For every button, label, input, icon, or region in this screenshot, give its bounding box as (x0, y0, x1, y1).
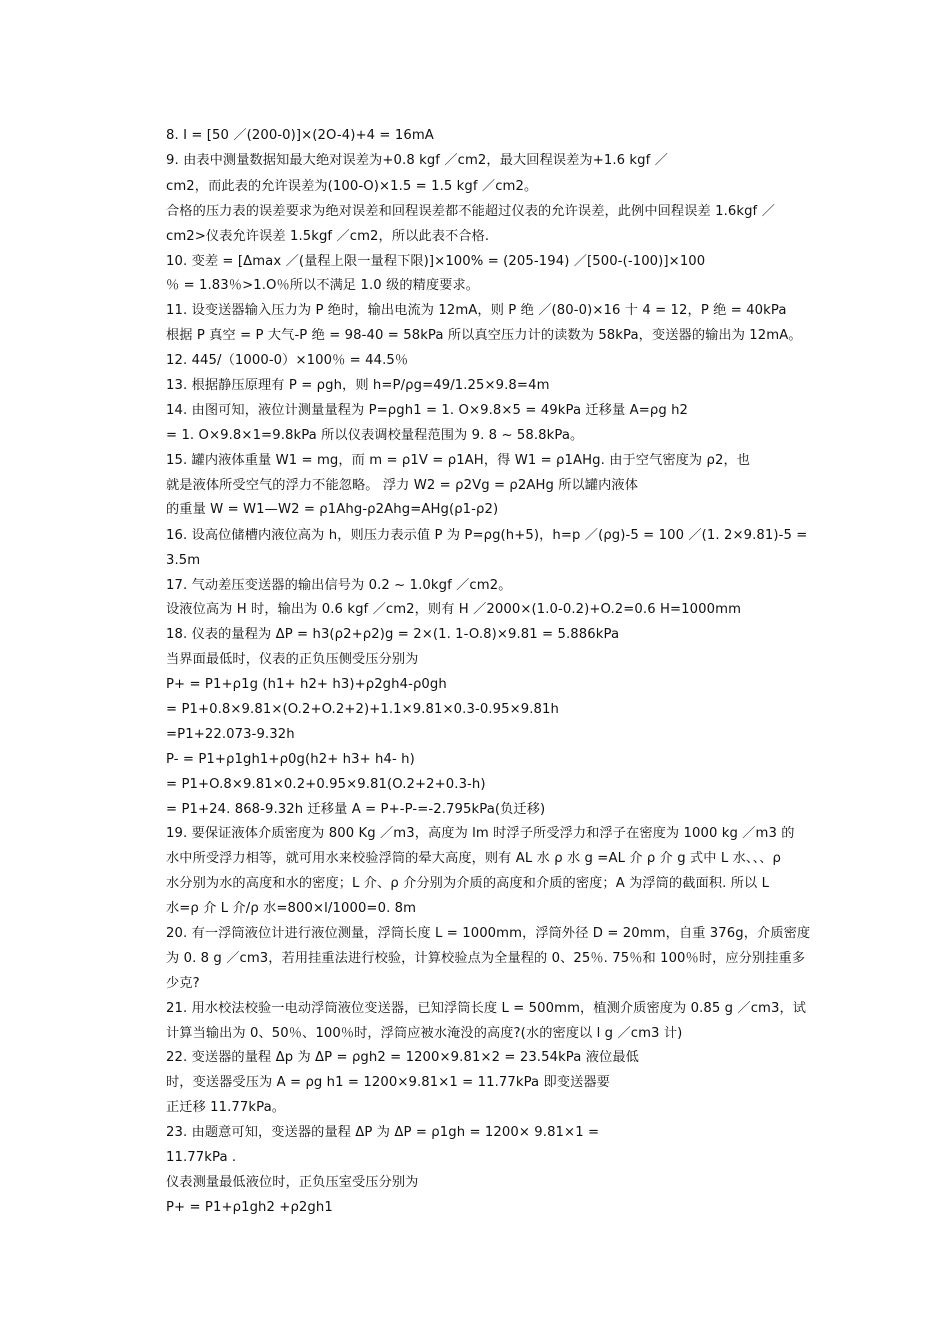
answer-9-line-1: 9. 由表中测量数据知最大绝对误差为+0.8 kgf ／cm2，最大回程误差为+1.6 kgf ／ (166, 153, 668, 168)
answer-22-line-2: 时，变送器受压为 A = ρg h1 = 1200×9.81×1 = 11.77kPa 即变送器要 (166, 1075, 610, 1090)
answer-16-line-1: 16. 设高位储槽内液位高为 h，则压力表示值 P 为 P=ρg(h+5)，h=p ／(ρg)-5 = 100 ／(1. 2×9.81)-5 = (166, 528, 808, 543)
answer-14-line-2: = 1. O×9.8×1=9.8kPa 所以仪表调校量程范围为 9. 8 ~ 58.8kPa。 (166, 428, 584, 443)
answer-12: 12. 445/（1000-0）×100％ = 44.5％ (166, 353, 409, 368)
answer-10-line-2: ％ = 1.83％>1.O％所以不满足 1.0 级的精度要求。 (166, 278, 480, 293)
answer-9-line-2: cm2，而此表的允许误差为(100-O)×1.5 = 1.5 kgf ／cm2。 (166, 179, 538, 194)
answer-18-line-7: = P1+O.8×9.81×0.2+0.95×9.81(O.2+2+0.3-h) (166, 777, 486, 792)
answer-19-line-4: 水=ρ 介 L 介/ρ 水=800×l/1000=0. 8m (166, 901, 417, 916)
question-21-line-1: 21. 用水校法校验一电动浮筒液位变送器，已知浮筒长度 L = 500mm，植测介质密度为 0.85 g ／cm3，试 (166, 1001, 807, 1016)
answer-18-line-1: 18. 仪表的量程为 ΔP = h3(ρ2+ρ2)g = 2×(1. 1-O.8)×9.81 = 5.886kPa (166, 627, 620, 642)
answer-15-line-1: 15. 罐内液体重量 W1 = mg，而 m = ρ1V = ρ1AH，得 W1 = ρ1AHg. 由于空气密度为 ρ2，也 (166, 453, 751, 468)
question-20-line-2: 为 0. 8 g ／cm3，若用挂重法进行校验，计算校验点为全量程的 0、25％. 75％和 100％时，应分别挂重多 (166, 951, 806, 966)
answer-18-line-4: = P1+0.8×9.81×(O.2+O.2+2)+1.1×9.81×0.3-0.95×9.81h (166, 702, 559, 717)
answer-23-line-2: 11.77kPa . (166, 1150, 237, 1165)
answer-23-line-4: P+ = P1+ρ1gh2 +ρ2gh1 (166, 1200, 333, 1215)
answer-18-line-2: 当界面最低时，仪表的正负压侧受压分别为 (166, 652, 419, 667)
answer-19-line-3: 水分别为水的高度和水的密度；L 介、ρ 介分别为介质的高度和介质的密度；A 为浮筒的截面积. 所以 L (166, 876, 770, 891)
answer-23-line-1: 23. 由题意可知，变送器的量程 ΔP 为 ΔP = ρ1gh = 1200× 9.81×1 = (166, 1125, 600, 1140)
answer-8: 8. I = [50 ／(200-0)]×(2O-4)+4 = 16mA (166, 128, 434, 143)
answer-17-line-1: 17. 气动差压变送器的输出信号为 0.2 ~ 1.0kgf ／cm2。 (166, 578, 512, 593)
answer-9-line-3: 合格的压力表的误差要求为绝对误差和回程误差都不能超过仪表的允许误差，此例中回程误差 1.6kgf ／ (166, 204, 775, 219)
answer-19-line-1: 19. 要保证液体介质密度为 800 Kg ／m3，高度为 lm 时浮子所受浮力和浮子在密度为 1000 kg ／m3 的 (166, 826, 795, 841)
answer-19-line-2: 水中所受浮力相等，就可用水来校验浮筒的晕大高度，则有 AL 水 ρ 水 g =AL 介 ρ 介 g 式中 L 水、、、ρ (166, 851, 782, 866)
answer-18-line-8: = P1+24. 868-9.32h 迁移量 A = P+-P-=-2.795kPa(负迁移) (166, 802, 546, 817)
answer-18-line-3: P+ = P1+ρ1g (h1+ h2+ h3)+ρ2gh4-ρ0gh (166, 677, 447, 692)
answer-11-line-1: 11. 设变送器输入压力为 P 绝时，输出电流为 12mA，则 P 绝 ／(80-0)×16 十 4 = 12，P 绝 = 40kPa (166, 303, 787, 318)
answer-22-line-1: 22. 变送器的量程 Δp 为 ΔP = ρgh2 = 1200×9.81×2 = 23.54kPa 液位最低 (166, 1050, 639, 1065)
answer-10-line-1: 10. 变差 = [Δmax ／(量程上限一量程下限)]×100% = (205-194) ／[500-(-100)]×100 (166, 254, 706, 269)
answer-15-line-2: 就是液体所受空气的浮力不能忽略。 浮力 W2 = ρ2Vg = ρ2AHg 所以罐内液体 (166, 478, 638, 493)
question-20-line-3: 少克? (166, 976, 200, 991)
question-20-line-1: 20. 有一浮筒液位计进行液位测量，浮筒长度 L = 1000mm，浮筒外径 D = 20mm，自重 376g，介质密度 (166, 926, 811, 941)
answer-23-line-3: 仪表测量最低液位时，正负压室受压分别为 (166, 1175, 419, 1190)
question-21-line-2: 计算当输出为 0、50％、100％时，浮筒应被水淹没的高度?(水的密度以 l g ／cm3 计) (166, 1026, 683, 1041)
answer-16-line-2: 3.5m (166, 553, 201, 568)
answer-22-line-3: 正迁移 11.77kPa。 (166, 1100, 286, 1115)
answer-17-line-2: 设液位高为 H 时，输出为 0.6 kgf ／cm2，则有 H ／2000×(1.0-0.2)+O.2=0.6 H=1000mm (166, 602, 742, 617)
answer-18-line-6: P- = P1+ρ1gh1+ρ0g(h2+ h3+ h4- h) (166, 752, 415, 767)
answer-18-line-5: =P1+22.073-9.32h (166, 727, 295, 742)
answer-9-line-4: cm2>仪表允许误差 1.5kgf ／cm2，所以此表不合格. (166, 229, 490, 244)
answer-13: 13. 根据静压原理有 P = ρgh，则 h=P/ρg=49/1.25×9.8=4m (166, 378, 550, 393)
answer-11-line-2: 根据 P 真空 = P 大气-P 绝 = 98-40 = 58kPa 所以真空压力计的读数为 58kPa，变送器的输出为 12mA。 (166, 328, 802, 343)
answer-14-line-1: 14. 由图可知，液位计测量量程为 P=ρgh1 = 1. O×9.8×5 = 49kPa 迁移量 A=ρg h2 (166, 403, 689, 418)
answer-15-line-3: 的重量 W = W1—W2 = ρ1Ahg-ρ2Ahg=AHg(ρ1-ρ2) (166, 502, 499, 517)
